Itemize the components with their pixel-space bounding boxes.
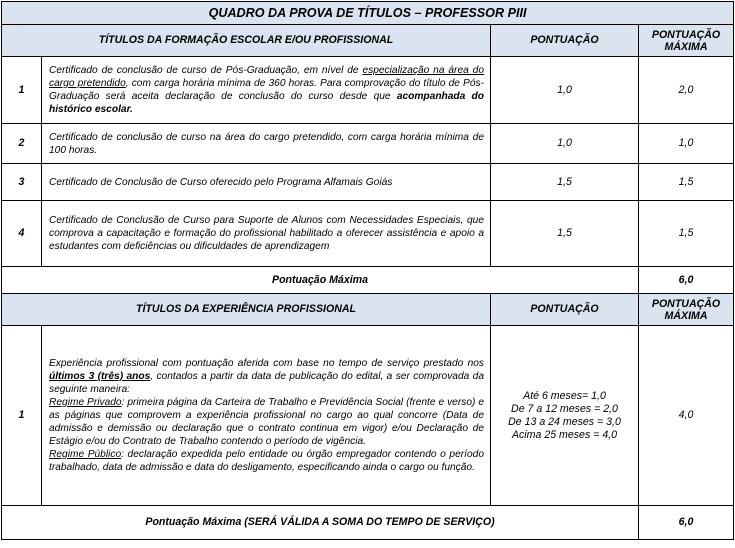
formacao-col-maxima-line1: PONTUAÇÃO xyxy=(651,28,721,41)
desc-text: , com carga horária mínima de 360 horas. Para comprovação do título de Pós-Graduação será aceita declaração de conclusão do curso desde que xyxy=(49,78,485,102)
experiencia-header-row xyxy=(2,294,734,326)
row-description: Certificado de Conclusão de Curso para Suporte de Alunos com Necessidades Especiais, que comprova a capacitação e formação do profissional habilitado a oferecer assistência e apoio a estudantes com deficiências ou dificuldades de aprendizagem xyxy=(42,201,491,267)
regime-publico-label: Regime Público xyxy=(49,449,122,460)
regime-privado-label: Regime Privado xyxy=(49,397,122,408)
experiencia-header: TÍTULOS DA EXPERIÊNCIA PROFISSIONAL xyxy=(2,294,491,326)
row-maxima: 1,5 xyxy=(639,201,734,267)
formacao-total-label: Pontuação Máxima xyxy=(2,267,639,294)
desc-text: Experiência profissional com pontuação aferida com base no tempo de serviço prestado nos xyxy=(49,358,484,369)
scale-item: Até 6 meses= 1,0 xyxy=(523,389,606,402)
experiencia-total-value: 6,0 xyxy=(639,506,734,540)
formacao-col-maxima-line2: MÁXIMA xyxy=(664,40,708,53)
row-number: 4 xyxy=(2,201,42,267)
desc-bold-underlined: últimos 3 (três) anos xyxy=(49,371,151,382)
table-row xyxy=(2,124,734,164)
formacao-total-row xyxy=(2,267,734,294)
experiencia-col-pontuacao: PONTUAÇÃO xyxy=(491,294,639,326)
row-number: 1 xyxy=(2,326,42,506)
row-maxima: 2,0 xyxy=(639,57,734,124)
row-pontuacao: 1,5 xyxy=(491,164,639,201)
table-title: QUADRO DA PROVA DE TÍTULOS – PROFESSOR PIII xyxy=(2,2,734,25)
row-pontuacao: 1,0 xyxy=(491,57,639,124)
desc-text: : declaração expedida pelo entidade ou órgão empregador contendo o período trabalhado, data de admissão e data do desligamento, especificando ainda o cargo ou função. xyxy=(49,449,484,473)
desc-text: , contados a partir da data de publicação do edital, a ser comprovada da seguinte maneira: xyxy=(49,371,484,395)
row-number: 1 xyxy=(2,57,42,124)
row-number: 3 xyxy=(2,164,42,201)
row-pontuacao-scale xyxy=(491,326,639,506)
scale-item: Acima 25 meses = 4,0 xyxy=(511,428,618,441)
experiencia-col-maxima xyxy=(639,294,734,326)
formacao-col-maxima xyxy=(639,25,734,57)
desc-text: Certificado de conclusão de curso de Pós-Graduação, em nível de xyxy=(49,65,363,76)
row-pontuacao: 1,5 xyxy=(491,201,639,267)
formacao-total-value: 6,0 xyxy=(639,267,734,294)
row-description: Certificado de conclusão de curso na área do cargo pretendido, com carga horária mínima de 100 horas. xyxy=(42,124,491,164)
scale-item: De 13 a 24 meses = 3,0 xyxy=(508,415,621,428)
formacao-col-pontuacao: PONTUAÇÃO xyxy=(491,25,639,57)
scale-item: De 7 a 12 meses = 2,0 xyxy=(511,402,618,415)
titles-table xyxy=(1,1,734,540)
desc-text: : primeira página da Carteira de Trabalho e Previdência Social (frente e verso) e as páginas que comprovem a experiência profissional no cargo ao qual concorre (Data de admissão e demissão ou declaração que o contrato continua em vigor) e/ou Declaração de Estágio e/ou do Contrato de Trabalho contendo o período de vigência. xyxy=(49,397,484,447)
desc-underlined: especialização na área do cargo pretendido xyxy=(49,65,484,89)
table-row xyxy=(2,201,734,267)
row-description xyxy=(42,326,491,506)
table-title-row xyxy=(2,2,734,25)
row-maxima: 4,0 xyxy=(639,326,734,506)
experiencia-col-maxima-line2: MÁXIMA xyxy=(664,309,708,322)
row-description xyxy=(42,57,491,124)
row-number: 2 xyxy=(2,124,42,164)
table-row xyxy=(2,57,734,124)
experiencia-total-row xyxy=(2,506,734,540)
formacao-header-row xyxy=(2,25,734,57)
row-maxima: 1,0 xyxy=(639,124,734,164)
desc-bold: acompanhada do histórico escolar. xyxy=(49,91,484,115)
experiencia-col-maxima-line1: PONTUAÇÃO xyxy=(651,297,721,310)
formacao-header: TÍTULOS DA FORMAÇÃO ESCOLAR E/OU PROFISSIONAL xyxy=(2,25,491,57)
row-maxima: 1,5 xyxy=(639,164,734,201)
row-description: Certificado de Conclusão de Curso oferecido pelo Programa Alfamais Goiás xyxy=(42,164,491,201)
experiencia-total-label: Pontuação Máxima (SERÁ VÁLIDA A SOMA DO TEMPO DE SERVIÇO) xyxy=(2,506,639,540)
row-pontuacao: 1,0 xyxy=(491,124,639,164)
table-row xyxy=(2,164,734,201)
table-row xyxy=(2,326,734,506)
